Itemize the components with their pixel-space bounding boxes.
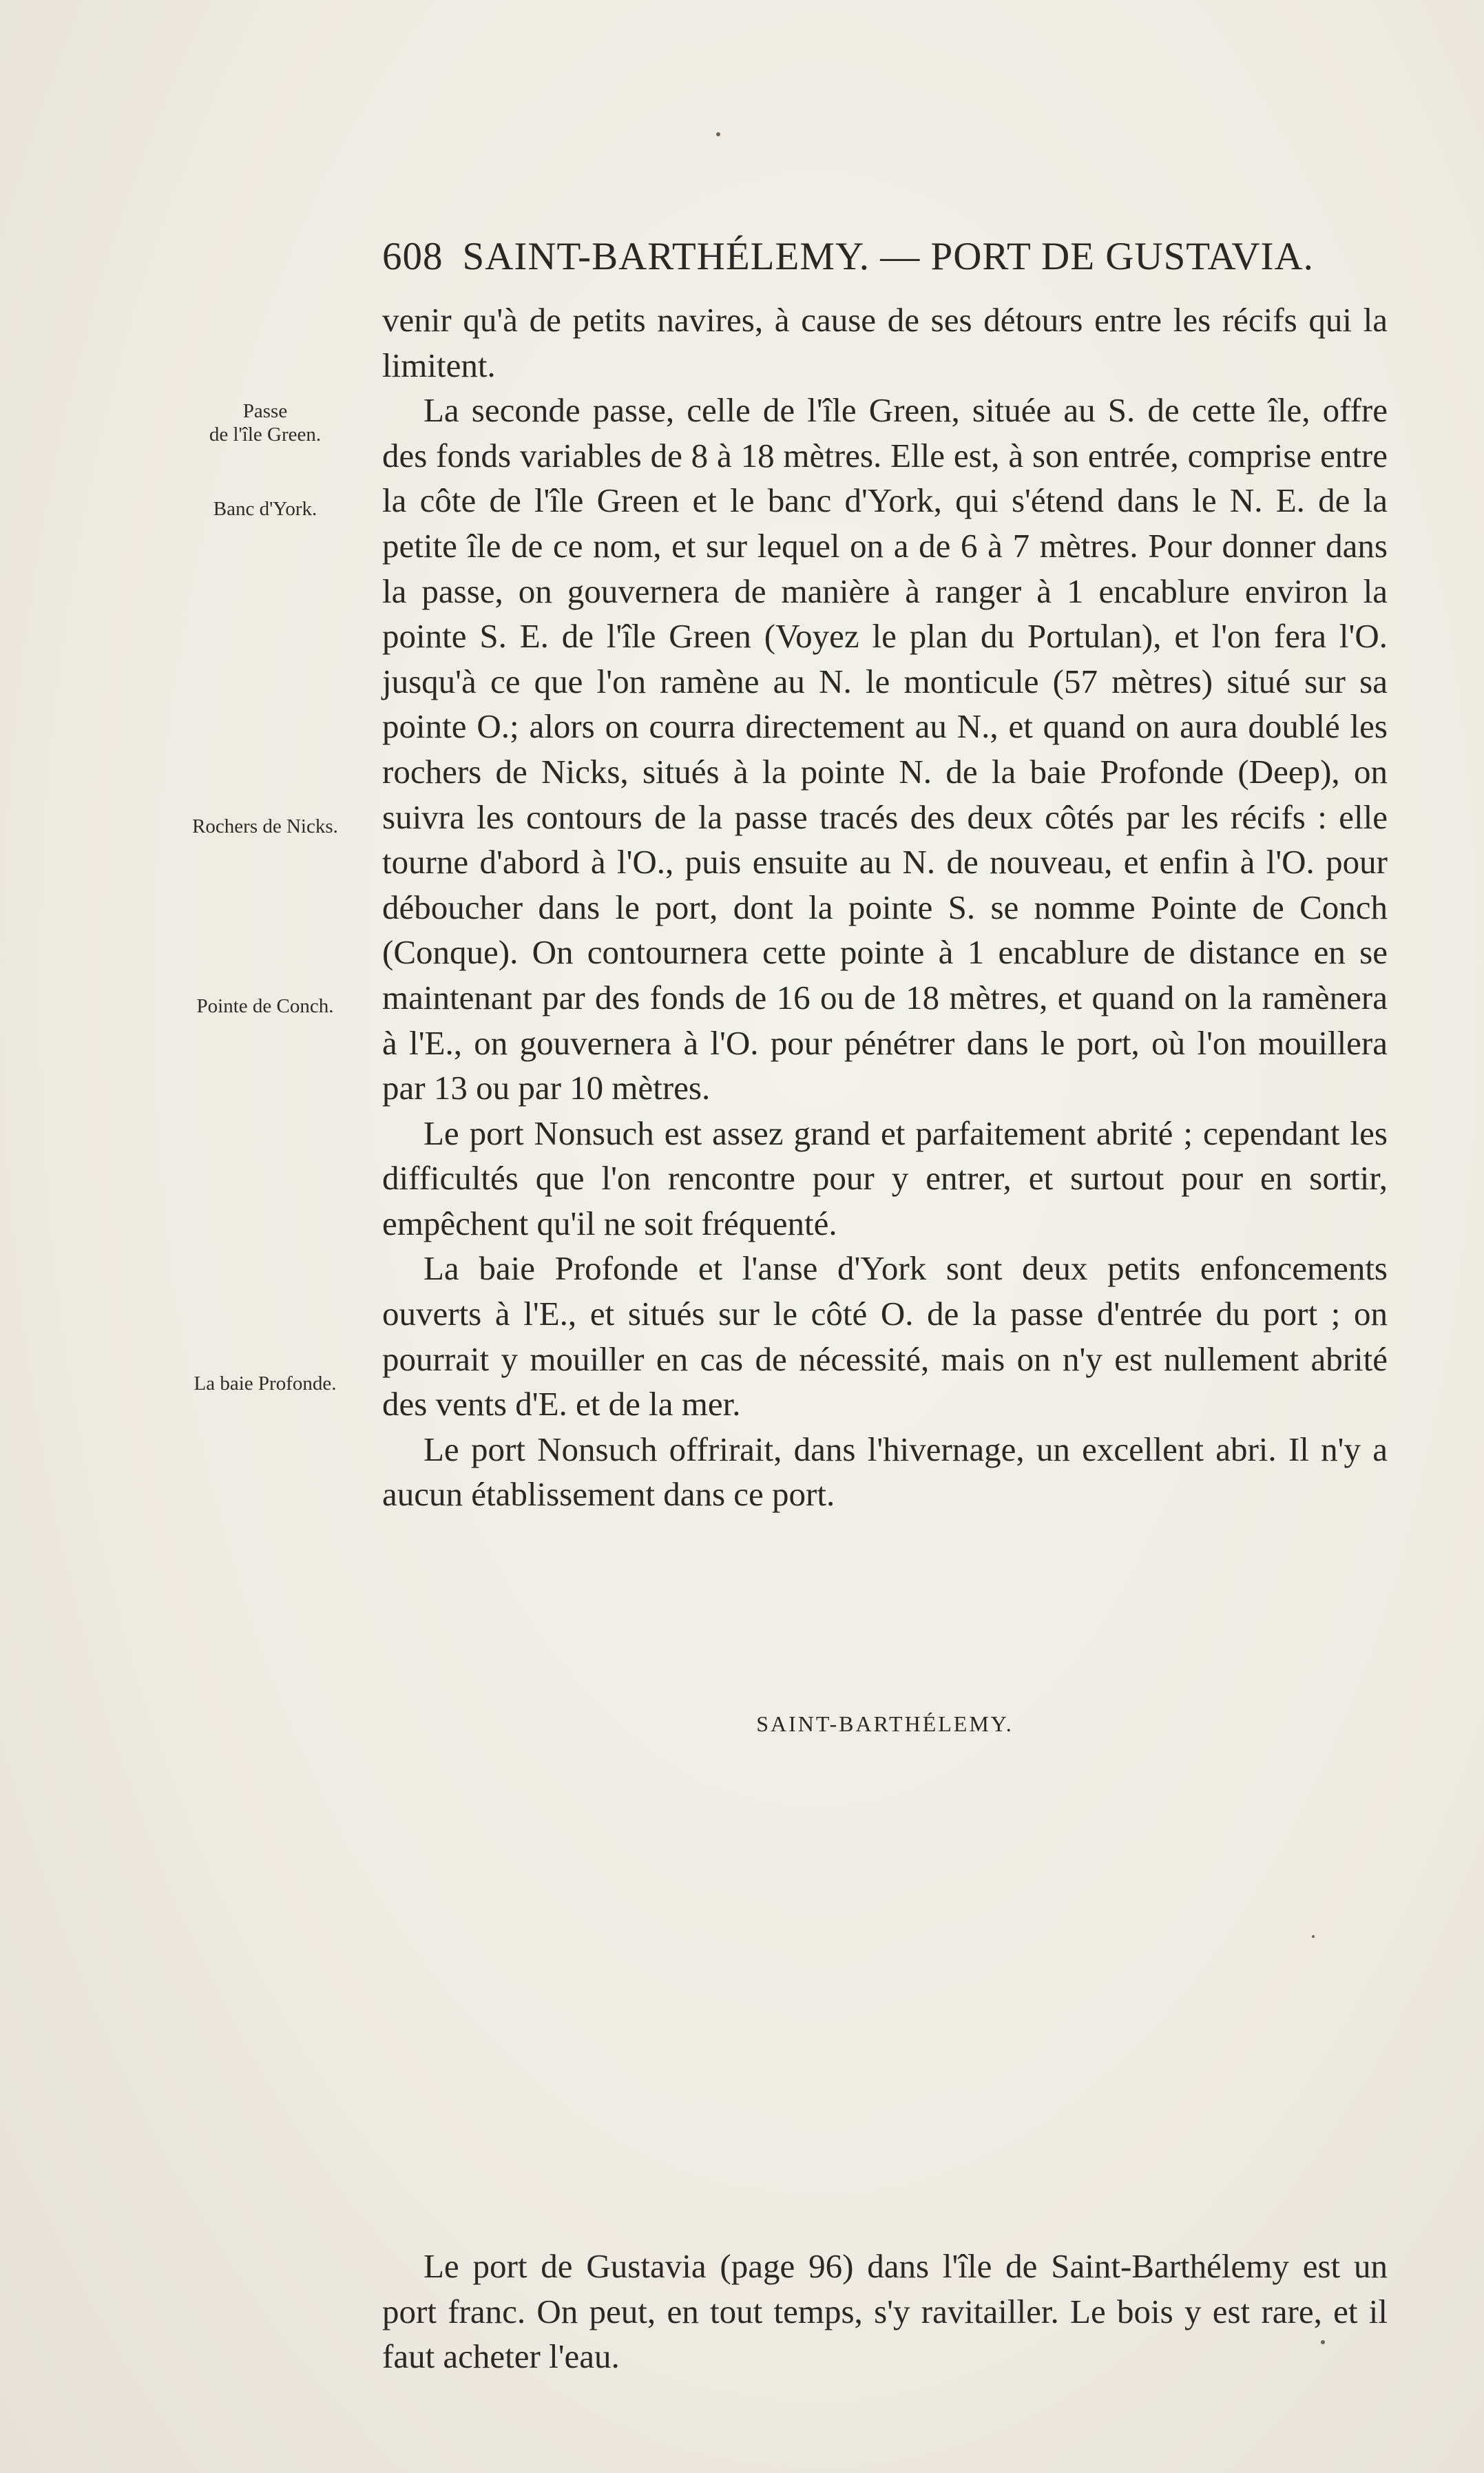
margin-note-baie: La baie Profonde. (194, 1373, 337, 1395)
margin-note-passe (165, 399, 365, 446)
paragraph: Le port Nonsuch est assez grand et parfaitement abrité ; cependant les difficultés que l'on rencontre pour y entrer, et surtout pour en sortir, empêchent qu'il ne soit fréquenté. (382, 1114, 1388, 1242)
paper-speck (1321, 2340, 1325, 2344)
margin-note-passe-line1: Passe (242, 400, 288, 422)
running-header (382, 234, 1388, 279)
main-text (382, 298, 1388, 1517)
margin-note-passe-line2: de l'île Green. (209, 424, 322, 446)
paragraph: Le port de Gustavia (page 96) dans l'île de Saint-Barthélemy est un port franc. On peut, en tout temps, s'y ravitailler. Le bois y est rare, et il faut acheter l'eau. (382, 2247, 1388, 2376)
paper-speck (1312, 1935, 1315, 1938)
paragraph: La seconde passe, celle de l'île Green, située au S. de cette île, offre des fonds variables de 8 à 18 mètres. Elle est, à son entrée, comprise entre la côte de l'île Green et le banc d'York, qui s'étend dans le N. E. de la petite île de ce nom, et sur lequel on a de 6 à 7 mètres. Pour donner dans la passe, on gouvernera de manière à ranger à 1 encablure environ la pointe S. E. de l'île Green (Voyez le plan du Portulan), et l'on fera l'O. jusqu'à ce que l'on ramène au N. le monticule (57 mètres) situé sur sa pointe O.; alors on courra directement au N., et quand on aura doublé les rochers de Nicks, situés à la pointe N. de la baie Profonde (Deep), on suivra les contours de la passe tracés des deux côtés par les récifs : elle tourne d'abord à l'O., puis ensuite au N. de nouveau, et enfin à l'O. pour déboucher dans le port, dont la pointe S. se nomme Pointe de Conch (Conque). On contournera cette pointe à 1 encablure de distance en se maintenant par des fonds de 16 ou de 18 mètres, et quand on la ramènera à l'E., on gouvernera à l'O. pour pénétrer dans le port, où l'on mouillera par 13 ou par 10 mètres. (382, 391, 1388, 1107)
margin-note-rochers: Rochers de Nicks. (192, 815, 338, 837)
section-heading: SAINT-BARTHÉLEMY. (756, 1711, 1014, 1736)
paper-speck (716, 132, 720, 136)
page-number: 608 (382, 235, 443, 278)
margin-note-banc: Banc d'York. (213, 498, 317, 520)
margin-note-pointe: Pointe de Conch. (196, 995, 334, 1017)
paragraph: Le port Nonsuch offrirait, dans l'hivernage, un excellent abri. Il n'y a aucun établissement dans ce port. (382, 1430, 1388, 1514)
running-title: SAINT-BARTHÉLEMY. — PORT DE GUSTAVIA. (462, 235, 1314, 278)
section-text (382, 2244, 1388, 2379)
paragraph: La baie Profonde et l'anse d'York sont deux petits enfoncements ouverts à l'E., et situés sur le côté O. de la passe d'entrée du port ; on pourrait y mouiller en cas de nécessité, mais on n'y est nullement abrité des vents d'E. et de la mer. (382, 1249, 1388, 1423)
paragraph: venir qu'à de petits navires, à cause de ses détours entre les récifs qui la limitent. (382, 301, 1388, 384)
